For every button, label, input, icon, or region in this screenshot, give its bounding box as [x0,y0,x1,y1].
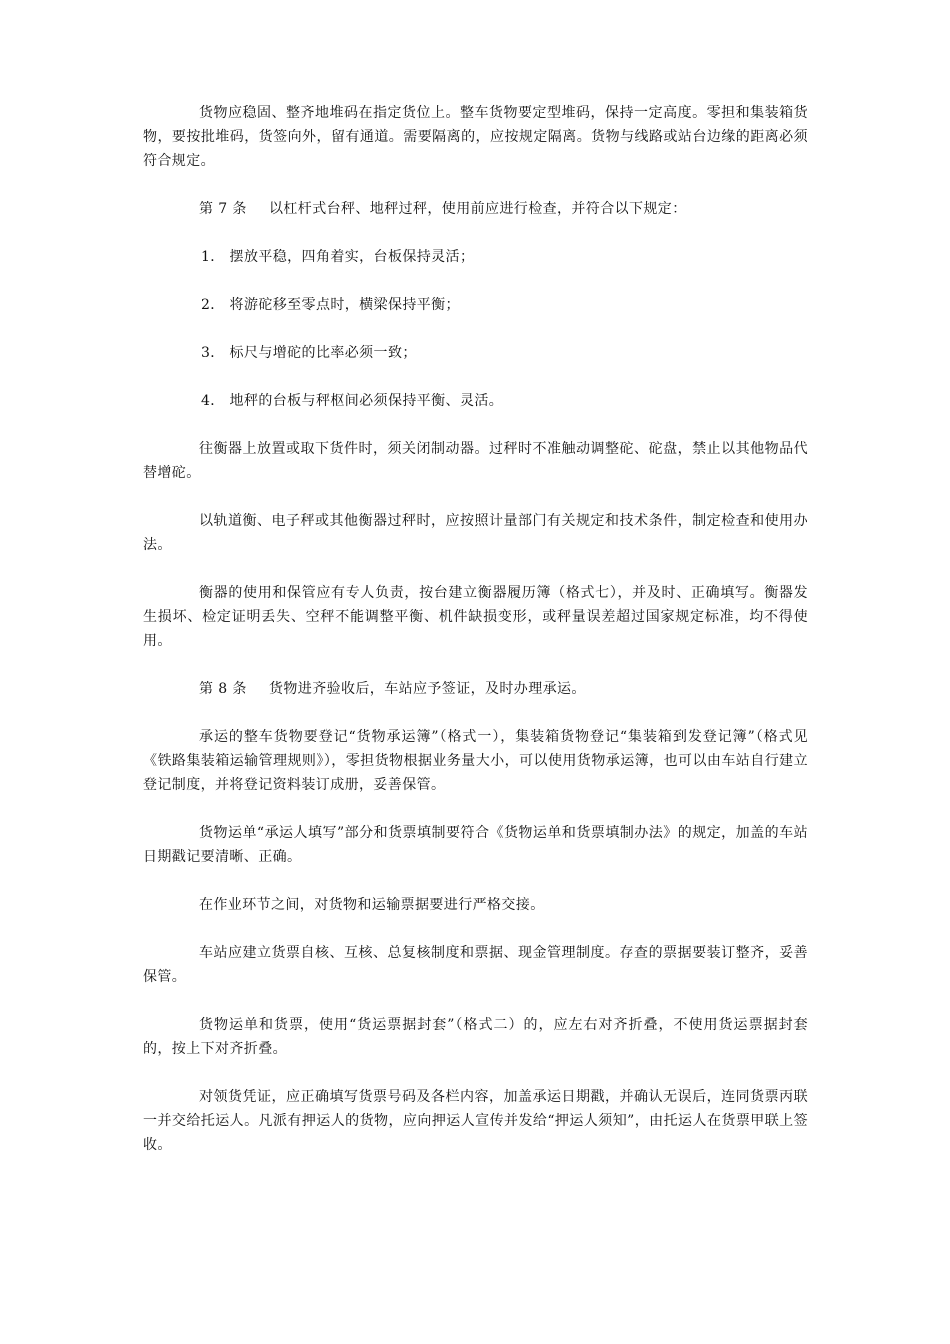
paragraph-track-scale: 以轨道衡、电子秤或其他衡器过秤时，应按照计量部门有关规定和技术条件，制定检查和使用办法。 [143,513,808,553]
article-7-text: 以杠杆式台秤、地秤过秤，使用前应进行检查，并符合以下规定： [269,201,687,217]
paragraph-weighing-rules: 往衡器上放置或取下货件时，须关闭制动器。过秤时不准触动调整砣、砣盘，禁止以其他物品代替增砣。 [143,441,808,481]
article-7-item-4: 4． 地秤的台板与秤枢间必须保持平衡、灵活。 [201,393,504,409]
paragraph-checking-system: 车站应建立货票自核、互核、总复核制度和票据、现金管理制度。存查的票据要装订整齐，妥善保管。 [143,945,808,985]
article-8-text: 货物进齐验收后，车站应予签证，及时办理承运。 [269,681,586,697]
article-7-heading [143,197,808,221]
document-body [143,101,808,1181]
paragraph-stacking: 货物应稳固、整齐地堆码在指定货位上。整车货物要定型堆码，保持一定高度。零担和集装箱货物，要按批堆码，货签向外，留有通道。需要隔离的，应按规定隔离。货物与线路或站台边缘的距离必须符合规定。 [143,105,808,169]
paragraph-waybill-filling: 货物运单“承运人填写”部分和货票填制要符合《货物运单和货票填制办法》的规定，加盖的车站日期戳记要清晰、正确。 [143,825,808,865]
paragraph-receipt-voucher: 对领货凭证，应正确填写货票号码及各栏内容，加盖承运日期戳，并确认无误后，连同货票丙联一并交给托运人。凡派有押运人的货物，应向押运人宣传并发给“押运人须知”，由托运人在货票甲联上签收。 [143,1089,808,1153]
article-7-item-1: 1． 摆放平稳，四角着实，台板保持灵活； [201,249,475,265]
article-7-item-2: 2． 将游砣移至零点时，横梁保持平衡； [201,297,460,313]
paragraph-handover: 在作业环节之间，对货物和运输票据要进行严格交接。 [199,897,545,913]
article-7-item-3: 3． 标尺与增砣的比率必须一致； [201,345,417,361]
article-7-number: 第 7 条 [199,201,247,217]
article-8-heading [143,677,808,701]
paragraph-folding: 货物运单和货票，使用“货运票据封套”（格式二）的，应左右对齐折叠，不使用货运票据封套的，按上下对齐折叠。 [143,1017,808,1057]
paragraph-registration: 承运的整车货物要登记“货物承运簿”（格式一），集装箱货物登记“集装箱到发登记簿”（格式见《铁路集装箱运输管理规则》），零担货物根据业务量大小，可以使用货物承运簿，也可以由车站自行建立登记制度，并将登记资料装订成册，妥善保管。 [143,729,808,793]
paragraph-scale-management: 衡器的使用和保管应有专人负责，按台建立衡器履历簿（格式七），并及时、正确填写。衡器发生损坏、检定证明丢失、空秤不能调整平衡、机件缺损变形，或秤量误差超过国家规定标准，均不得使用。 [143,585,808,649]
article-8-number: 第 8 条 [199,681,247,697]
